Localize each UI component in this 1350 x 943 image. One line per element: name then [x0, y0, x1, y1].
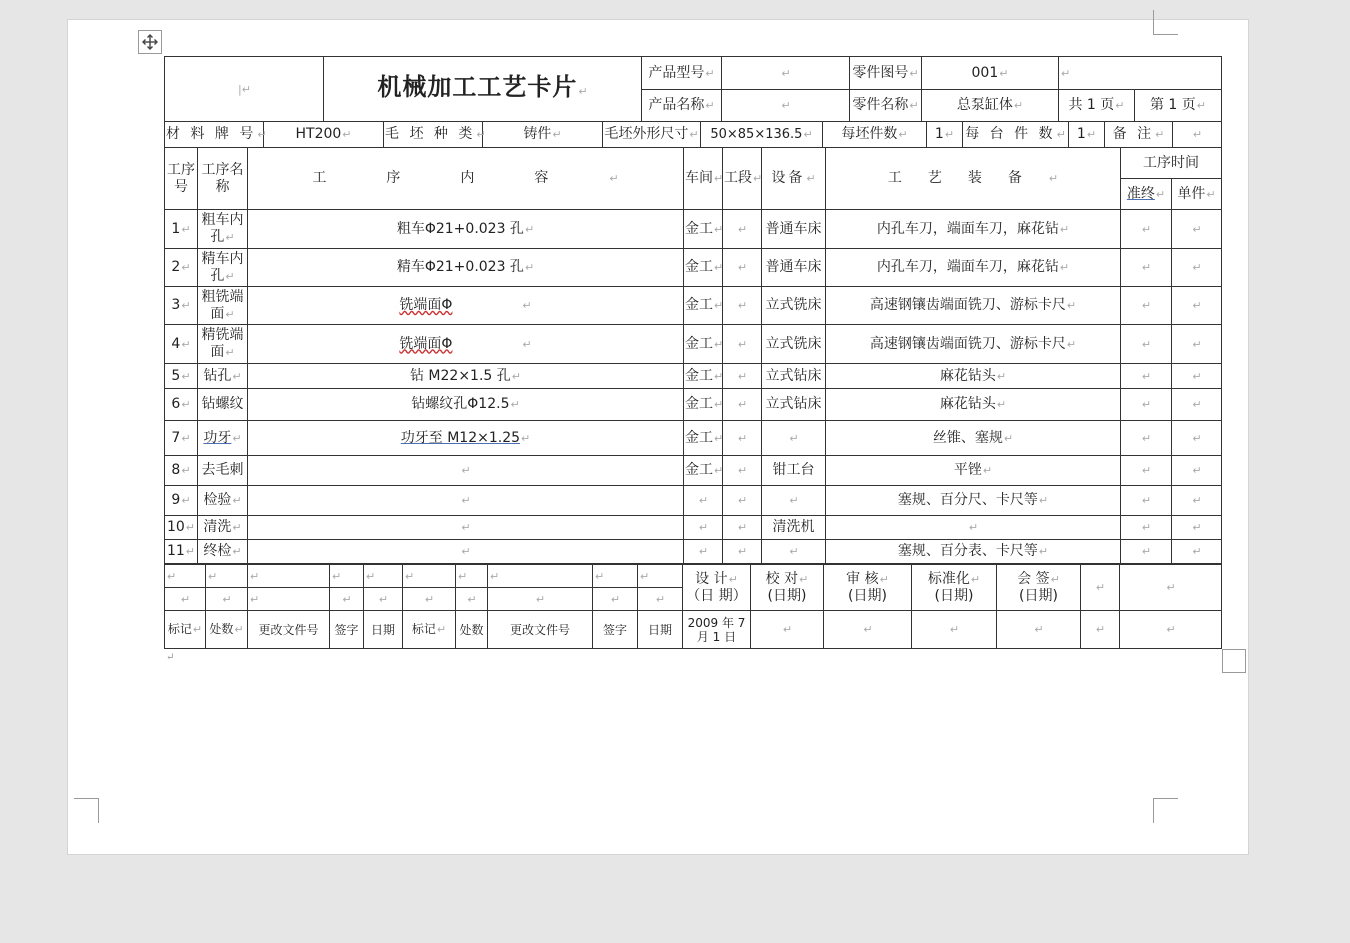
change-cell[interactable]: ↵ [165, 588, 206, 611]
op-unit-time[interactable]: ↵ [1172, 421, 1222, 456]
op-workshop[interactable]: ↵ [684, 516, 723, 540]
change-cell[interactable]: ↵ [206, 588, 248, 611]
operation-row[interactable] [165, 540, 1222, 564]
blank-size-label: 毛坯外形尺寸↵ [603, 122, 701, 148]
product-model-label: 产品型号↵ [642, 57, 722, 90]
blank-type-label: 毛 坯 种 类↵ [384, 122, 483, 148]
op-content[interactable]: 铣端面Φ ↵ [248, 287, 684, 325]
col-op-content: 工序内容↵ [248, 148, 684, 210]
header-blank-cell[interactable]: ↵ [1059, 57, 1222, 90]
op-tooling[interactable]: 麻花钻头↵ [826, 364, 1121, 389]
change-cell[interactable]: ↵ [403, 565, 456, 588]
op-prep-time[interactable]: ↵ [1121, 249, 1172, 287]
operation-row[interactable] [165, 421, 1222, 456]
op-tooling[interactable]: 高速钢镶齿端面铣刀、游标卡尺↵ [826, 287, 1121, 325]
op-section[interactable]: ↵ [723, 421, 762, 456]
op-workshop[interactable]: ↵ [684, 540, 723, 564]
signoff-blank[interactable]: ↵ [1081, 565, 1120, 611]
card-title: 机械加工工艺卡片↵ [324, 57, 642, 122]
op-equipment[interactable]: 立式钻床 [762, 364, 826, 389]
col-section: 工段↵ [723, 148, 762, 210]
total-pages: 共 1 页↵ [1059, 90, 1135, 122]
operation-row[interactable] [165, 249, 1222, 287]
op-unit-time[interactable]: ↵ [1172, 249, 1222, 287]
mark-label: 标记↵ [165, 611, 206, 649]
op-name[interactable]: 终检↵ [198, 540, 248, 564]
part-name-value[interactable]: 总泵缸体↵ [922, 90, 1059, 122]
op-section[interactable]: ↵ [723, 249, 762, 287]
op-equipment[interactable]: ↵ [762, 421, 826, 456]
op-no: 1↵ [165, 210, 198, 249]
op-no: 11↵ [165, 540, 198, 564]
op-equipment[interactable]: ↵ [762, 540, 826, 564]
change-cell[interactable]: ↵ [456, 588, 488, 611]
op-prep-time[interactable]: ↵ [1121, 325, 1172, 364]
op-tooling[interactable]: 塞规、百分表、卡尺等↵ [826, 540, 1121, 564]
op-name[interactable]: 检验↵ [198, 486, 248, 516]
col-workshop: 车间↵ [684, 148, 723, 210]
op-equipment[interactable]: 立式铣床 [762, 325, 826, 364]
op-unit-time[interactable]: ↵ [1172, 287, 1222, 325]
op-prep-time[interactable]: ↵ [1121, 210, 1172, 249]
review-date-value[interactable]: ↵ [824, 611, 912, 649]
op-no: 5↵ [165, 364, 198, 389]
change-cell[interactable]: ↵ [593, 565, 638, 588]
op-no: 7↵ [165, 421, 198, 456]
op-workshop[interactable]: 金工↵ [684, 210, 723, 249]
op-content[interactable]: 粗车Φ21+0.023 孔↵ [248, 210, 684, 249]
op-tooling[interactable]: 塞规、百分尺、卡尺等↵ [826, 486, 1121, 516]
operation-row[interactable] [165, 456, 1222, 486]
col-op-name: 工序名称 [198, 148, 248, 210]
product-name-label: 产品名称↵ [642, 90, 722, 122]
op-tooling[interactable]: 平锉↵ [826, 456, 1121, 486]
material-table [164, 121, 1222, 148]
col-unit-time: 单件↵ [1172, 179, 1222, 210]
op-workshop[interactable]: 金工↵ [684, 364, 723, 389]
op-unit-time[interactable]: ↵ [1172, 456, 1222, 486]
op-equipment[interactable]: 普通车床 [762, 249, 826, 287]
per-unit-label: 每 台 件 数↵ [963, 122, 1069, 148]
change-cell[interactable]: ↵ [330, 565, 364, 588]
op-tooling[interactable]: ↵ [826, 516, 1121, 540]
op-section[interactable]: ↵ [723, 540, 762, 564]
per-unit-value[interactable]: 1↵ [1069, 122, 1105, 148]
mark-label: 标记↵ [403, 611, 456, 649]
count-label: 处数↵ [206, 611, 248, 649]
op-prep-time[interactable]: ↵ [1121, 486, 1172, 516]
part-drawing-value[interactable]: 001↵ [922, 57, 1059, 90]
op-name[interactable]: 钻螺纹 [198, 389, 248, 421]
op-workshop[interactable]: 金工↵ [684, 456, 723, 486]
design-label: 设 计↵ （日 期） [683, 565, 751, 611]
change-cell[interactable]: ↵ [488, 565, 593, 588]
product-name-value[interactable]: ↵ [722, 90, 850, 122]
operation-row[interactable] [165, 389, 1222, 421]
change-cell[interactable]: ↵ [638, 588, 683, 611]
op-no: 9↵ [165, 486, 198, 516]
op-name[interactable]: 功牙↵ [198, 421, 248, 456]
change-cell[interactable]: ↵ [248, 565, 330, 588]
sign-label: 签字 [593, 611, 638, 649]
op-no: 6↵ [165, 389, 198, 421]
op-prep-time[interactable]: ↵ [1121, 389, 1172, 421]
op-content[interactable]: 精车Φ21+0.023 孔↵ [248, 249, 684, 287]
change-cell[interactable]: ↵ [638, 565, 683, 588]
signoff-blank[interactable]: ↵ [1120, 611, 1222, 649]
operations-table [164, 147, 1222, 564]
op-unit-time[interactable]: ↵ [1172, 486, 1222, 516]
op-name[interactable]: 去毛刺 [198, 456, 248, 486]
op-name[interactable]: 清洗↵ [198, 516, 248, 540]
op-no: 2↵ [165, 249, 198, 287]
change-doc-label: 更改文件号 [488, 611, 593, 649]
op-unit-time[interactable]: ↵ [1172, 389, 1222, 421]
date-label: 日期 [638, 611, 683, 649]
op-unit-time[interactable]: ↵ [1172, 210, 1222, 249]
col-tooling: 工艺装备↵ [826, 148, 1121, 210]
change-cell[interactable]: ↵ [488, 588, 593, 611]
op-workshop[interactable]: 金工↵ [684, 325, 723, 364]
op-workshop[interactable]: ↵ [684, 486, 723, 516]
op-workshop[interactable]: 金工↵ [684, 249, 723, 287]
check-date-value[interactable]: ↵ [751, 611, 824, 649]
page-corner-mark [1153, 10, 1178, 35]
op-equipment[interactable]: 立式钻床 [762, 389, 826, 421]
op-prep-time[interactable]: ↵ [1121, 456, 1172, 486]
op-content[interactable]: 钻螺纹孔Φ12.5↵ [248, 389, 684, 421]
op-equipment[interactable]: ↵ [762, 486, 826, 516]
sign-label: 签字 [330, 611, 364, 649]
op-tooling[interactable]: 内孔车刀，端面车刀，麻花钻↵ [826, 249, 1121, 287]
op-content[interactable]: 功牙至 M12×1.25↵ [248, 421, 684, 456]
op-workshop[interactable]: 金工↵ [684, 421, 723, 456]
operation-row[interactable] [165, 364, 1222, 389]
op-name[interactable]: 精铣端面↵ [198, 325, 248, 364]
change-cell[interactable]: ↵ [456, 565, 488, 588]
review-label: 审 核↵ (日期) [824, 565, 912, 611]
op-section[interactable]: ↵ [723, 456, 762, 486]
product-model-value[interactable]: ↵ [722, 57, 850, 90]
op-prep-time[interactable]: ↵ [1121, 421, 1172, 456]
change-cell[interactable]: ↵ [364, 588, 403, 611]
op-name[interactable]: 粗铣端面↵ [198, 287, 248, 325]
design-date-value[interactable]: 2009 年 7 月 1 日 [683, 611, 751, 649]
material-label: 材 料 牌 号↵ [165, 122, 264, 148]
op-prep-time[interactable]: ↵ [1121, 516, 1172, 540]
change-doc-label: 更改文件号 [248, 611, 330, 649]
change-cell[interactable]: ↵ [206, 565, 248, 588]
op-name[interactable]: 粗车内孔↵ [198, 210, 248, 249]
col-op-time: 工序时间 [1121, 148, 1222, 179]
op-unit-time[interactable]: ↵ [1172, 516, 1222, 540]
header-table [164, 56, 1222, 122]
col-equipment: 设备↵ [762, 148, 826, 210]
op-content[interactable]: ↵ [248, 516, 684, 540]
signoff-blank[interactable]: ↵ [1081, 611, 1120, 649]
op-equipment[interactable]: 钳工台 [762, 456, 826, 486]
operation-row[interactable] [165, 516, 1222, 540]
change-cell[interactable]: ↵ [364, 565, 403, 588]
op-no: 4↵ [165, 325, 198, 364]
check-label: 校 对↵ (日期) [751, 565, 824, 611]
op-no: 3↵ [165, 287, 198, 325]
op-tooling[interactable]: 高速钢镶齿端面铣刀、游标卡尺↵ [826, 325, 1121, 364]
op-content[interactable]: ↵ [248, 540, 684, 564]
op-section[interactable]: ↵ [723, 364, 762, 389]
op-workshop[interactable]: 金工↵ [684, 389, 723, 421]
op-equipment[interactable]: 清洗机 [762, 516, 826, 540]
page-corner-mark [74, 798, 99, 823]
operation-row[interactable] [165, 210, 1222, 249]
op-name[interactable]: 精车内孔↵ [198, 249, 248, 287]
op-prep-time[interactable]: ↵ [1121, 364, 1172, 389]
standard-date-value[interactable]: ↵ [912, 611, 997, 649]
remark-value[interactable]: ↵ [1173, 122, 1222, 148]
operation-row[interactable] [165, 287, 1222, 325]
operation-row[interactable] [165, 325, 1222, 364]
op-name[interactable]: 钻孔↵ [198, 364, 248, 389]
material-value[interactable]: HT200↵ [264, 122, 384, 148]
countersign-label: 会 签↵ (日期) [997, 565, 1081, 611]
standardization-label: 标准化↵ (日期) [912, 565, 997, 611]
signoff-table [164, 564, 1222, 649]
countersign-date-value[interactable]: ↵ [997, 611, 1081, 649]
operation-row[interactable] [165, 486, 1222, 516]
change-cell[interactable]: ↵ [248, 588, 330, 611]
op-tooling[interactable]: 丝锥、塞规↵ [826, 421, 1121, 456]
page-corner-mark [1153, 798, 1178, 823]
op-tooling[interactable]: 内孔车刀，端面车刀，麻花钻↵ [826, 210, 1121, 249]
op-unit-time[interactable]: ↵ [1172, 364, 1222, 389]
op-content[interactable]: ↵ [248, 456, 684, 486]
op-section[interactable]: ↵ [723, 516, 762, 540]
table-move-handle-icon[interactable] [138, 30, 162, 54]
remark-label: 备 注↵ [1105, 122, 1173, 148]
per-blank-value[interactable]: 1↵ [927, 122, 963, 148]
op-equipment[interactable]: 普通车床 [762, 210, 826, 249]
col-op-no: 工序号 [165, 148, 198, 210]
op-prep-time[interactable]: ↵ [1121, 287, 1172, 325]
op-section[interactable]: ↵ [723, 325, 762, 364]
blank-type-value[interactable]: 铸件↵ [483, 122, 603, 148]
op-content[interactable]: 钻 M22×1.5 孔↵ [248, 364, 684, 389]
op-section[interactable]: ↵ [723, 287, 762, 325]
change-cell[interactable]: ↵ [593, 588, 638, 611]
op-prep-time[interactable]: ↵ [1121, 540, 1172, 564]
date-label: 日期 [364, 611, 403, 649]
col-prep-time: 准终↵ [1121, 179, 1172, 210]
per-blank-label: 每坯件数↵ [823, 122, 927, 148]
op-section[interactable]: ↵ [723, 486, 762, 516]
op-workshop[interactable]: 金工↵ [684, 287, 723, 325]
op-equipment[interactable]: 立式铣床 [762, 287, 826, 325]
op-unit-time[interactable]: ↵ [1172, 540, 1222, 564]
op-no: 8↵ [165, 456, 198, 486]
change-cell[interactable]: ↵ [165, 565, 206, 588]
table-resize-handle[interactable] [1222, 649, 1246, 673]
paragraph-mark: ↵ [166, 652, 175, 663]
op-section[interactable]: ↵ [723, 210, 762, 249]
count-label: 处数 [456, 611, 488, 649]
part-drawing-label: 零件图号↵ [850, 57, 922, 90]
logo-cell[interactable]: |↵ [165, 57, 324, 122]
op-content[interactable]: ↵ [248, 486, 684, 516]
signoff-blank[interactable]: ↵ [1120, 565, 1222, 611]
op-tooling[interactable]: 麻花钻头↵ [826, 389, 1121, 421]
part-name-label: 零件名称↵ [850, 90, 922, 122]
change-cell[interactable]: ↵ [330, 588, 364, 611]
op-content[interactable]: 铣端面Φ ↵ [248, 325, 684, 364]
page-number: 第 1 页↵ [1135, 90, 1222, 122]
change-cell[interactable]: ↵ [403, 588, 456, 611]
op-unit-time[interactable]: ↵ [1172, 325, 1222, 364]
op-no: 10↵ [165, 516, 198, 540]
blank-size-value[interactable]: 50×85×136.5↵ [701, 122, 823, 148]
op-section[interactable]: ↵ [723, 389, 762, 421]
